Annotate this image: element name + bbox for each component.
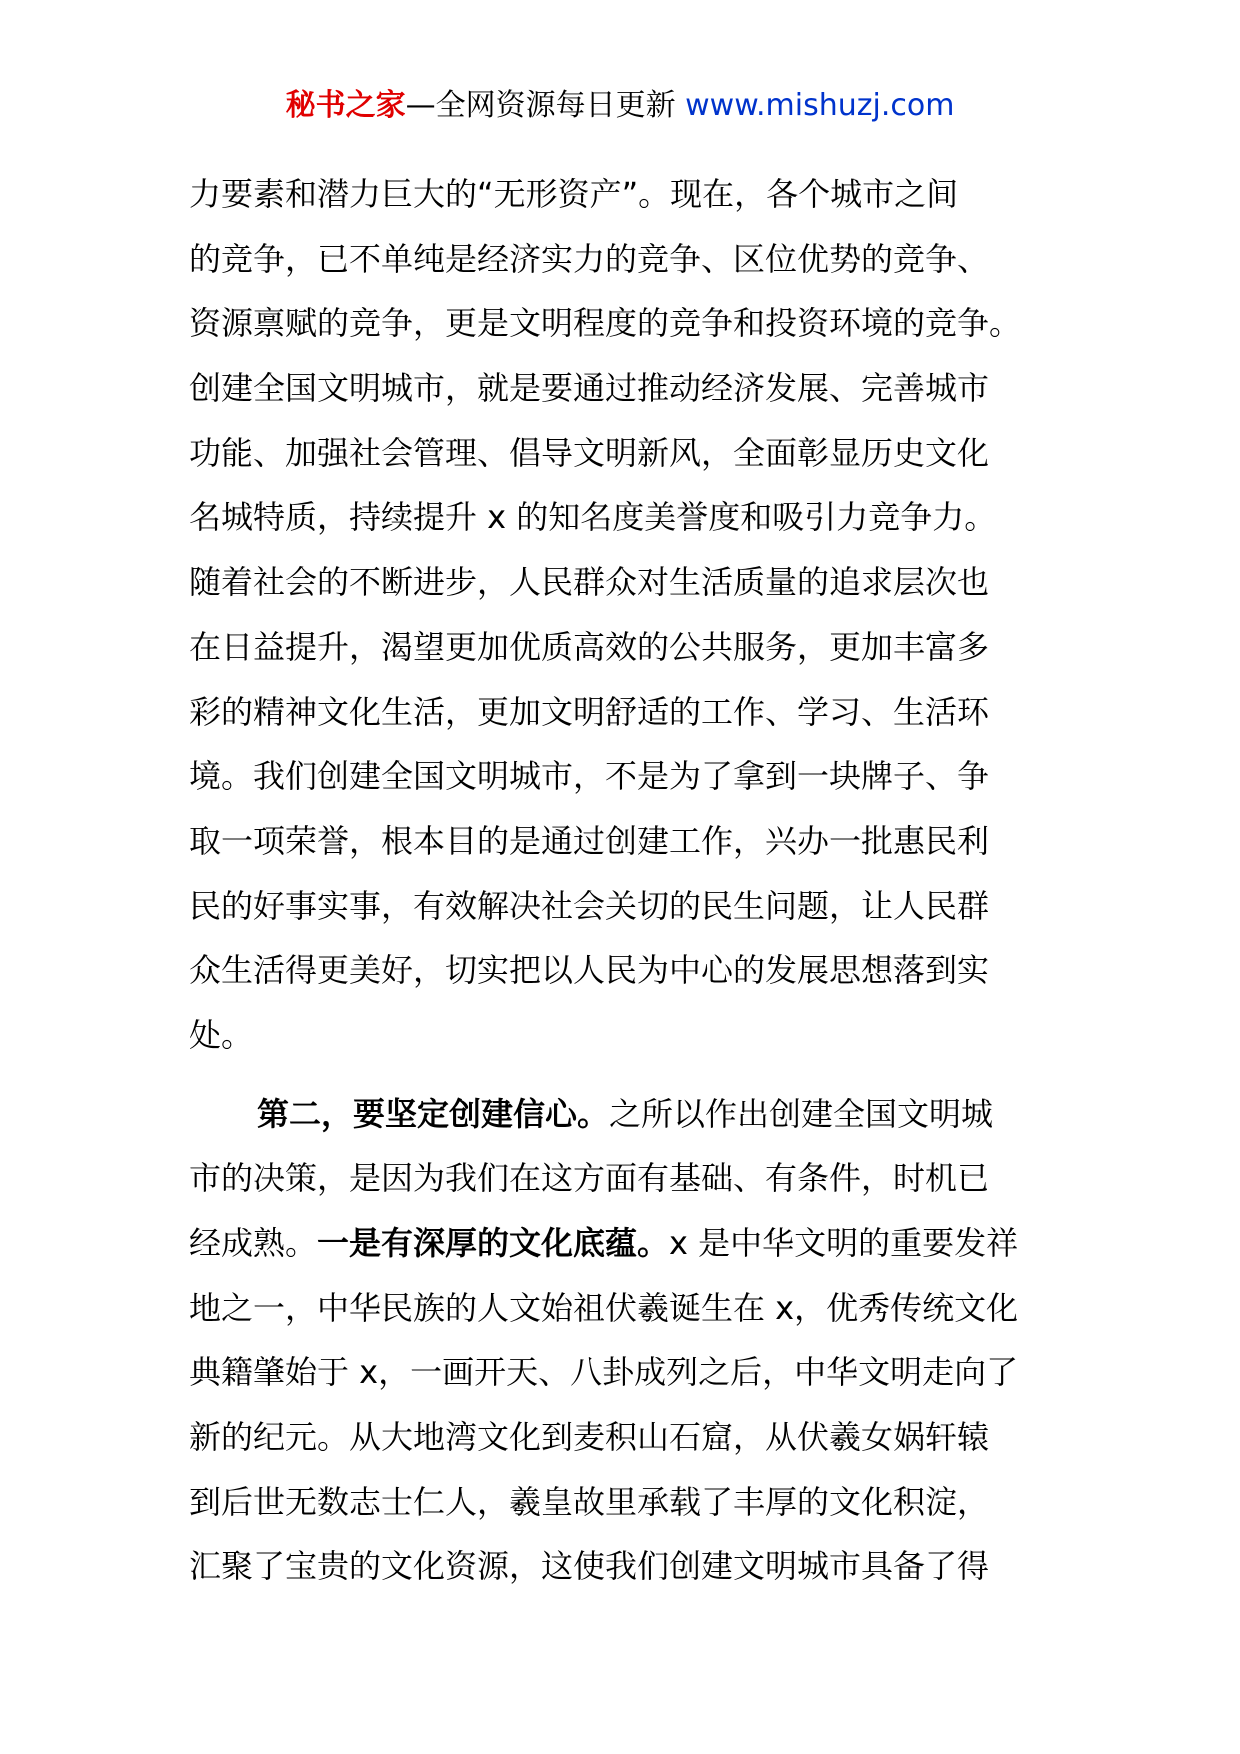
text-line: 取一项荣誉，根本目的是通过创建工作，兴办一批惠民利 xyxy=(189,821,990,860)
text-line: 典籍肇始于 x，一画开天、八卦成列之后，中华文明走向了 xyxy=(189,1353,1019,1392)
text-run: 之所以作出创建全国文明城 xyxy=(609,1094,994,1133)
sub-heading: 一是有深厚的文化底蕴。 xyxy=(317,1224,670,1262)
text-line: 新的纪元。从大地湾文化到麦积山石窟，从伏羲女娲轩辕 xyxy=(189,1418,990,1457)
header-tagline: —全网资源每日更新 xyxy=(405,88,676,123)
text-line: 处。 xyxy=(189,1015,254,1054)
text-line: 的竞争，已不单纯是经济实力的竞争、区位优势的竞争、 xyxy=(189,239,990,278)
text-line: 到后世无数志士仁人，羲皇故里承载了丰厚的文化积淀， xyxy=(189,1482,990,1521)
text-line: 力要素和潜力巨大的“无形资产”。现在，各个城市之间 xyxy=(189,175,959,213)
page-header xyxy=(0,86,1240,126)
text-line: 随着社会的不断进步，人民群众对生活质量的追求层次也 xyxy=(189,563,990,602)
text-line: 功能、加强社会管理、倡导文明新风，全面彰显历史文化 xyxy=(189,433,990,472)
text-run: 经成熟。 xyxy=(189,1224,318,1262)
section-heading: 第二，要坚定创建信心。 xyxy=(257,1094,610,1133)
paragraph-1 xyxy=(189,162,1049,1068)
text-line xyxy=(189,1211,1049,1276)
document-body xyxy=(189,162,1049,1599)
text-line xyxy=(189,1082,1049,1147)
text-line: 名城特质，持续提升 x 的知名度美誉度和吸引力竞争力。 xyxy=(189,498,997,537)
text-run: x 是中华文明的重要发祥 xyxy=(669,1224,1019,1262)
brand-name: 秘书之家 xyxy=(285,88,406,123)
text-line: 境。我们创建全国文明城市，不是为了拿到一块牌子、争 xyxy=(189,757,990,796)
paragraph-spacer xyxy=(189,1068,1049,1082)
paragraph-2 xyxy=(189,1082,1049,1600)
text-line: 众生活得更美好，切实把以人民为中心的发展思想落到实 xyxy=(189,951,990,990)
text-line: 资源禀赋的竞争，更是文明程度的竞争和投资环境的竞争。 xyxy=(189,304,1022,343)
text-line: 创建全国文明城市，就是要通过推动经济发展、完善城市 xyxy=(189,369,990,408)
site-url-link[interactable]: www.mishuzj.com xyxy=(685,88,955,123)
text-line: 民的好事实事，有效解决社会关切的民生问题，让人民群 xyxy=(189,886,990,925)
text-line: 彩的精神文化生活，更加文明舒适的工作、学习、生活环 xyxy=(189,692,990,731)
text-line: 市的决策，是因为我们在这方面有基础、有条件，时机已 xyxy=(189,1159,990,1198)
text-line: 汇聚了宝贵的文化资源，这使我们创建文明城市具备了得 xyxy=(189,1547,990,1586)
text-line: 地之一，中华民族的人文始祖伏羲诞生在 x，优秀传统文化 xyxy=(189,1288,1019,1327)
text-line: 在日益提升，渴望更加优质高效的公共服务，更加丰富多 xyxy=(189,627,990,666)
